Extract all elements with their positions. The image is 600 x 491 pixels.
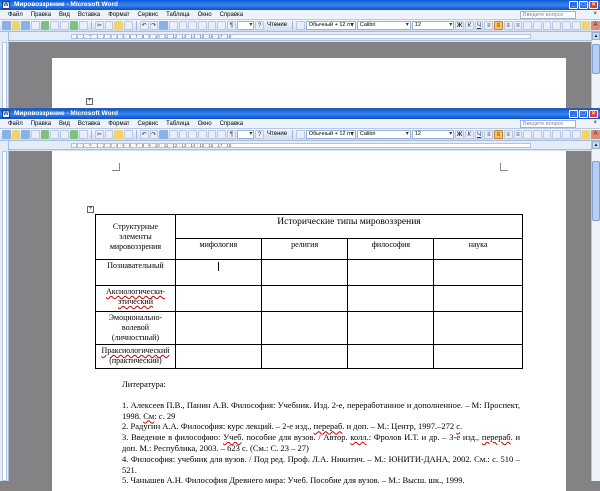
- table-cell[interactable]: [175, 345, 261, 369]
- menu-help[interactable]: Справка: [219, 11, 244, 18]
- window-title: Мировоззрение - Microsoft Word: [14, 1, 118, 8]
- underline-icon[interactable]: Ч: [475, 21, 484, 30]
- menu-tools[interactable]: Сервис: [137, 11, 159, 18]
- help-question-input[interactable]: Введите вопрос: [520, 120, 576, 128]
- line-spacing-icon[interactable]: [523, 130, 532, 139]
- title-bar[interactable]: [0, 0, 600, 10]
- type-science[interactable]: наука: [434, 239, 523, 260]
- menu-view[interactable]: Вид: [59, 120, 70, 127]
- literature-section: [122, 379, 520, 486]
- copy-icon[interactable]: [105, 21, 114, 30]
- literature-item[interactable]: [122, 432, 520, 454]
- text-run: 2. Радугин А.А. Философия: курс лекций. – 2-е изд.,: [122, 421, 314, 432]
- table-cell[interactable]: [348, 345, 434, 369]
- row-label-text: этический: [117, 297, 153, 306]
- minimize-button[interactable]: _: [569, 110, 578, 118]
- menu-format[interactable]: Формат: [108, 120, 130, 127]
- type-philosophy[interactable]: философия: [348, 239, 434, 260]
- table-cell[interactable]: [348, 286, 434, 312]
- table-move-handle[interactable]: +: [88, 206, 93, 212]
- menu-help[interactable]: Справка: [219, 120, 244, 127]
- numbering-icon[interactable]: [533, 130, 542, 139]
- structural-elements-header[interactable]: Структурные элементы мировоззрения: [96, 215, 176, 260]
- literature-heading: Литература:: [122, 379, 166, 389]
- cut-icon[interactable]: ✂: [96, 132, 102, 138]
- redo-icon[interactable]: ↷: [151, 132, 157, 138]
- research-icon[interactable]: [79, 130, 88, 139]
- text-run: .: Фролов И.Т. и др. – 3-е изд.,: [366, 432, 482, 443]
- bullets-icon[interactable]: [543, 130, 552, 139]
- menu-format[interactable]: Формат: [108, 11, 130, 18]
- horizontal-ruler[interactable]: [9, 141, 591, 150]
- outside-border-icon[interactable]: [572, 21, 581, 30]
- permission-icon[interactable]: [31, 21, 40, 30]
- increase-indent-icon[interactable]: [562, 21, 571, 30]
- reading-mode-button[interactable]: Чтение: [267, 131, 288, 137]
- insert-excel-icon[interactable]: [188, 21, 197, 30]
- font-select[interactable]: Calibri ▾: [357, 21, 411, 30]
- insert-table-icon[interactable]: [179, 21, 188, 30]
- minimize-button[interactable]: _: [569, 1, 578, 9]
- vertical-ruler[interactable]: [0, 32, 9, 110]
- text-run: . пособие для вузов. / Автор.: [241, 432, 351, 443]
- bullets-icon[interactable]: [543, 21, 552, 30]
- reading-mode-button[interactable]: Чтение: [267, 22, 288, 28]
- type-religion[interactable]: религия: [261, 239, 348, 260]
- menu-edit[interactable]: Правка: [30, 11, 52, 18]
- align-center-icon[interactable]: ≡: [494, 130, 503, 139]
- table-move-handle[interactable]: +: [87, 98, 92, 104]
- text-run: перераб: [313, 421, 343, 432]
- menu-window[interactable]: Окно: [197, 120, 212, 127]
- italic-icon[interactable]: К: [465, 130, 474, 139]
- text-run: . и доп. – М.: Центр, 1997.–272: [342, 421, 457, 432]
- undo-icon[interactable]: ↶: [141, 23, 147, 29]
- menu-bar: [0, 119, 600, 129]
- drawing-icon[interactable]: [208, 21, 217, 30]
- email-icon[interactable]: [41, 130, 50, 139]
- help-question-input[interactable]: Введите вопрос: [520, 11, 576, 19]
- table-cell[interactable]: [261, 260, 348, 286]
- font-size-select[interactable]: 12 ▾: [412, 130, 454, 139]
- paste-icon[interactable]: [114, 130, 123, 139]
- scroll-up-icon[interactable]: ▴: [592, 32, 600, 40]
- underline-icon[interactable]: Ч: [475, 130, 484, 139]
- historical-types-header[interactable]: Исторические типы мировоззрения: [175, 215, 522, 239]
- spelling-icon[interactable]: [70, 130, 79, 139]
- print-preview-icon[interactable]: [60, 21, 69, 30]
- text-run: .: [460, 421, 463, 432]
- highlight-icon[interactable]: [582, 130, 591, 139]
- show-hide-icon[interactable]: ¶: [227, 130, 236, 139]
- style-select[interactable]: Обычный + 12 пт, ▾: [306, 130, 356, 139]
- increase-indent-icon[interactable]: [562, 130, 571, 139]
- row-label-emotional[interactable]: [96, 312, 176, 345]
- literature-item[interactable]: [122, 454, 520, 476]
- text-run: перераб: [481, 432, 511, 443]
- tables-borders-icon[interactable]: [169, 130, 178, 139]
- numbering-icon[interactable]: [533, 21, 542, 30]
- row-label-text: Аксиологически-: [106, 287, 165, 296]
- new-document-icon[interactable]: [2, 21, 11, 30]
- page: [52, 151, 566, 491]
- font-select[interactable]: Calibri ▾: [357, 130, 411, 139]
- close-icon[interactable]: ×: [593, 120, 597, 126]
- help-icon[interactable]: ?: [255, 21, 264, 30]
- print-preview-icon[interactable]: [60, 130, 69, 139]
- insert-table-icon[interactable]: [179, 130, 188, 139]
- menu-edit[interactable]: Правка: [30, 120, 52, 127]
- style-select[interactable]: Обычный + 12 пт, ▾: [306, 21, 356, 30]
- hyperlink-icon[interactable]: [159, 21, 168, 30]
- font-color-icon[interactable]: A: [591, 21, 600, 30]
- justify-icon[interactable]: ≡: [514, 130, 523, 139]
- zoom-select[interactable]: [237, 21, 254, 30]
- text-run: 5. Чанышев А.Н. Философия Древнего мира: Учеб. Пособие для вузов. – М.: Высш. шк., 1999.: [122, 475, 465, 486]
- paste-icon[interactable]: [114, 21, 123, 30]
- vertical-ruler[interactable]: [0, 141, 9, 481]
- row-label-text: (практический): [109, 356, 162, 365]
- table-cell[interactable]: [348, 312, 434, 345]
- literature-item[interactable]: [122, 421, 520, 432]
- menu-view[interactable]: Вид: [59, 11, 70, 18]
- table-cell[interactable]: [348, 260, 434, 286]
- copy-icon[interactable]: [105, 130, 114, 139]
- scroll-thumb[interactable]: [592, 161, 600, 221]
- menu-bar: [0, 10, 600, 20]
- open-icon[interactable]: [12, 130, 21, 139]
- print-icon[interactable]: [50, 21, 59, 30]
- document-area: [9, 151, 591, 486]
- table-cell[interactable]: [175, 312, 261, 345]
- outside-border-icon[interactable]: [572, 130, 581, 139]
- ruler-marks: · 2 · 1 · ▽ · 1 · 2 · 3 · 4 · 5 · 6 · 7 · 8 · 9 · 10 · 11 · 12 · 13 · 14 · 15 · 16 · 17 · 18 ·: [73, 143, 235, 148]
- line-spacing-icon[interactable]: [523, 21, 532, 30]
- decrease-indent-icon[interactable]: [552, 21, 561, 30]
- text-run: Учеб: [223, 432, 242, 443]
- table-cell[interactable]: [175, 286, 261, 312]
- text-cursor: [218, 262, 219, 271]
- save-icon[interactable]: [21, 21, 30, 30]
- styles-pane-icon[interactable]: [296, 130, 305, 139]
- crop-mark: [500, 163, 508, 171]
- spelling-icon[interactable]: [70, 21, 79, 30]
- toolbar: [0, 129, 600, 141]
- title-bar[interactable]: [0, 109, 600, 119]
- row-label-axiological[interactable]: [96, 286, 176, 312]
- row-label-praxiological[interactable]: [96, 345, 176, 369]
- menu-file[interactable]: Файл: [8, 120, 23, 127]
- undo-icon[interactable]: ↶: [141, 132, 147, 138]
- word-window-back: [0, 0, 600, 110]
- table-cell[interactable]: [261, 312, 348, 345]
- text-run: 3. Введение в философию:: [122, 432, 224, 443]
- decrease-indent-icon[interactable]: [552, 130, 561, 139]
- text-run: . и доп. М.: Республика, 2003. – 623 с. (См.: С. 23 – 27): [122, 432, 521, 453]
- menu-table[interactable]: Таблица: [166, 11, 190, 18]
- insert-excel-icon[interactable]: [188, 130, 197, 139]
- maximize-button[interactable]: □: [579, 1, 588, 9]
- columns-icon[interactable]: [198, 21, 207, 30]
- align-right-icon[interactable]: ≡: [504, 130, 513, 139]
- text-run: См: [143, 410, 155, 421]
- scroll-up-icon[interactable]: ▴: [592, 141, 600, 149]
- table-cell[interactable]: [261, 345, 348, 369]
- show-hide-icon[interactable]: ¶: [227, 21, 236, 30]
- columns-icon[interactable]: [198, 130, 207, 139]
- menu-insert[interactable]: Вставка: [77, 11, 101, 18]
- vertical-scrollbar[interactable]: [591, 141, 600, 481]
- table-cell[interactable]: [434, 260, 523, 286]
- close-button[interactable]: ×: [589, 1, 598, 9]
- row-label-cognitive[interactable]: [96, 260, 176, 286]
- bold-icon[interactable]: Ж: [456, 23, 463, 29]
- table-cell[interactable]: [434, 312, 523, 345]
- save-icon[interactable]: [21, 130, 30, 139]
- type-mythology[interactable]: мифология: [175, 239, 261, 260]
- document-map-icon[interactable]: [217, 21, 226, 30]
- styles-pane-icon[interactable]: [296, 21, 305, 30]
- table-cell[interactable]: [261, 286, 348, 312]
- window-title: Мировоззрение - Microsoft Word: [14, 110, 118, 117]
- row-label-text: (личностный): [111, 333, 160, 342]
- word-window: [0, 108, 600, 486]
- menu-insert[interactable]: Вставка: [77, 120, 101, 127]
- close-icon[interactable]: ×: [593, 11, 597, 17]
- horizontal-ruler[interactable]: [9, 32, 591, 41]
- worldview-table: [95, 214, 523, 369]
- maximize-button[interactable]: □: [579, 110, 588, 118]
- italic-icon[interactable]: К: [465, 21, 474, 30]
- menu-window[interactable]: Окно: [197, 11, 212, 18]
- highlight-icon[interactable]: [582, 21, 591, 30]
- zoom-select[interactable]: [237, 130, 254, 139]
- font-size-select[interactable]: 12 ▾: [412, 21, 454, 30]
- literature-item[interactable]: [122, 400, 520, 422]
- text-run: колл: [350, 432, 367, 443]
- vertical-scrollbar[interactable]: [591, 32, 600, 110]
- menu-file[interactable]: Файл: [8, 11, 23, 18]
- text-run: с: [456, 421, 460, 432]
- crop-mark: [112, 163, 120, 171]
- hyperlink-icon[interactable]: [159, 130, 168, 139]
- ruler-marks: · 2 · 1 · ▽ · 1 · 2 · 3 · 4 · 5 · 6 · 7 · 8 · 9 · 10 · 11 · 12 · 13 · 14 · 15 · 16 · 17 · 18 ·: [73, 34, 235, 39]
- email-icon[interactable]: [41, 21, 50, 30]
- research-icon[interactable]: [79, 21, 88, 30]
- text-run: 1. Алексеев П.В., Панин А.В. Философия: Учебник. Изд. 2-е, переработанное и дополненное. – М: Проспект, 1998.: [122, 399, 520, 421]
- close-button[interactable]: ×: [589, 110, 598, 118]
- word-app-icon: W: [3, 2, 9, 8]
- help-icon[interactable]: ?: [255, 130, 264, 139]
- align-left-icon[interactable]: ≡: [484, 130, 493, 139]
- tables-borders-icon[interactable]: [169, 21, 178, 30]
- row-label-text: Эмоционально-: [108, 313, 163, 322]
- document-map-icon[interactable]: [217, 130, 226, 139]
- bold-icon[interactable]: Ж: [456, 132, 463, 138]
- row-label-text: волевой: [121, 323, 150, 332]
- scroll-thumb[interactable]: [592, 44, 600, 74]
- toolbar: [0, 20, 600, 32]
- align-center-icon[interactable]: ≡: [494, 21, 503, 30]
- print-icon[interactable]: [50, 130, 59, 139]
- font-color-icon[interactable]: A: [591, 130, 600, 139]
- word-app-icon: W: [3, 111, 9, 117]
- format-painter-icon[interactable]: [124, 130, 133, 139]
- table-cell[interactable]: [434, 345, 523, 369]
- permission-icon[interactable]: [31, 130, 40, 139]
- redo-icon[interactable]: ↷: [151, 23, 157, 29]
- align-right-icon[interactable]: ≡: [504, 21, 513, 30]
- cut-icon[interactable]: ✂: [96, 23, 102, 29]
- format-painter-icon[interactable]: [124, 21, 133, 30]
- row-label-text: Познавательный: [107, 261, 164, 270]
- open-icon[interactable]: [12, 21, 21, 30]
- new-document-icon[interactable]: [2, 130, 11, 139]
- drawing-icon[interactable]: [208, 130, 217, 139]
- text-run: 4. Философия: учебник для вузов. / Под ред. Проф. Л.А. Никитич. – М.: ЮНИТИ-ДАНА, 2002. См.: с. 510 –521.: [122, 453, 520, 475]
- justify-icon[interactable]: ≡: [514, 21, 523, 30]
- row-label-text: Праксиологический: [101, 346, 170, 355]
- literature-item[interactable]: [122, 475, 520, 486]
- table-cell[interactable]: [434, 286, 523, 312]
- table-cell[interactable]: [175, 260, 261, 286]
- document-area: [9, 42, 591, 110]
- menu-tools[interactable]: Сервис: [137, 120, 159, 127]
- align-left-icon[interactable]: ≡: [484, 21, 493, 30]
- menu-table[interactable]: Таблица: [166, 120, 190, 127]
- text-run: : с. 29: [154, 410, 176, 421]
